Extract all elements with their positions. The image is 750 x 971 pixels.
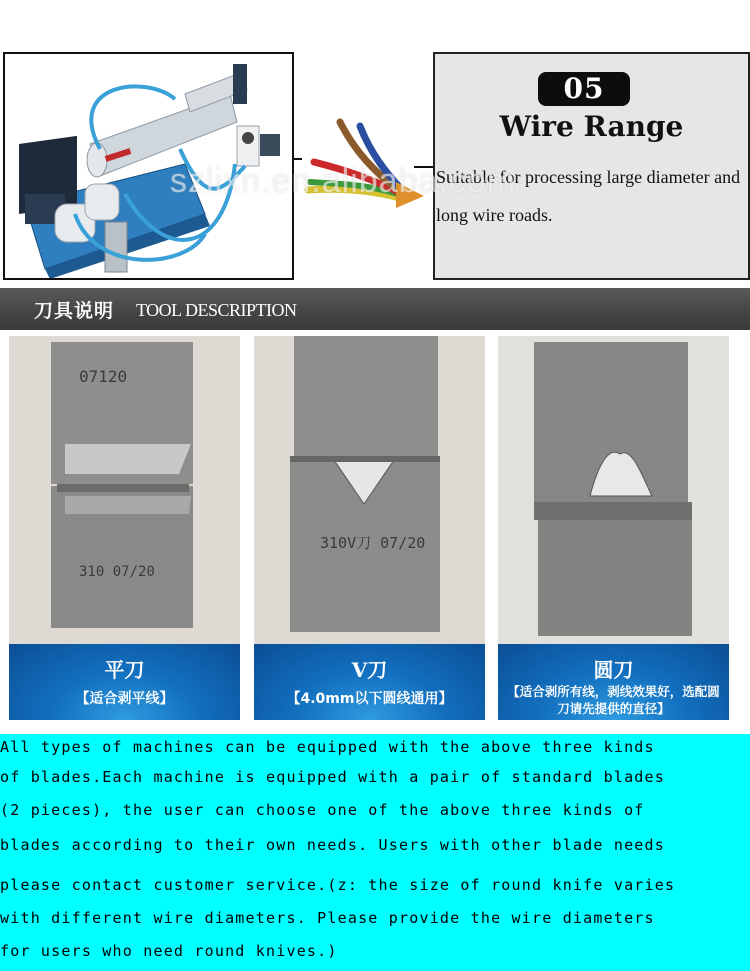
engraving-text: 07120 — [79, 367, 128, 386]
notice-line: All types of machines can be equipped with the above three kinds — [0, 738, 655, 756]
blade-caption — [498, 644, 729, 720]
notice-line: with different wire diameters. Please provide the wire diameters — [0, 909, 655, 927]
blade-description: 【适合剥平线】 — [75, 691, 174, 707]
notice-line: of blades.Each machine is equipped with a pair of standard blades — [0, 768, 665, 786]
blade-card-v — [254, 336, 485, 720]
section-title-cn: 刀具说明 — [34, 300, 115, 322]
feature-description: Suitable for processing large diameter and long wire roads. — [436, 167, 741, 225]
feature-number-badge: 05 — [538, 72, 630, 106]
notice-line: for users who need round knives.) — [0, 942, 338, 960]
blade-description: 【4.0mm以下圆线通用】 — [286, 691, 453, 707]
blade-name: V刀 — [351, 658, 388, 682]
blade-name: 平刀 — [104, 658, 145, 682]
notice-line: blades according to their own needs. Users with other blade needs — [0, 836, 665, 854]
engraving-text: 310 07/20 — [79, 564, 155, 580]
engraving-text: 310V刀 07/20 — [320, 534, 426, 552]
notice-line: (2 pieces), the user can choose one of the above three kinds of — [0, 801, 645, 819]
blade-name: 圆刀 — [593, 658, 634, 682]
watermark: szlixn.en.alibaba.com — [170, 162, 517, 200]
blade-card-flat — [9, 336, 240, 720]
blade-card-round — [498, 336, 729, 720]
blade-caption — [9, 644, 240, 720]
notice-line: please contact customer service.(z: the size of round knife varies — [0, 876, 676, 894]
blade-description: 【适合剥所有线，剥线效果好，选配圆刀请先提供的直径】 — [507, 684, 720, 716]
section-header — [0, 288, 750, 330]
blade-caption — [254, 644, 485, 720]
v-blade-photo — [254, 336, 485, 644]
flat-blade-photo — [9, 336, 240, 644]
round-blade-photo — [498, 336, 729, 644]
section-title-en: TOOL DESCRIPTION — [136, 300, 297, 320]
blade-notice — [0, 734, 750, 971]
feature-title: Wire Range — [499, 110, 684, 143]
